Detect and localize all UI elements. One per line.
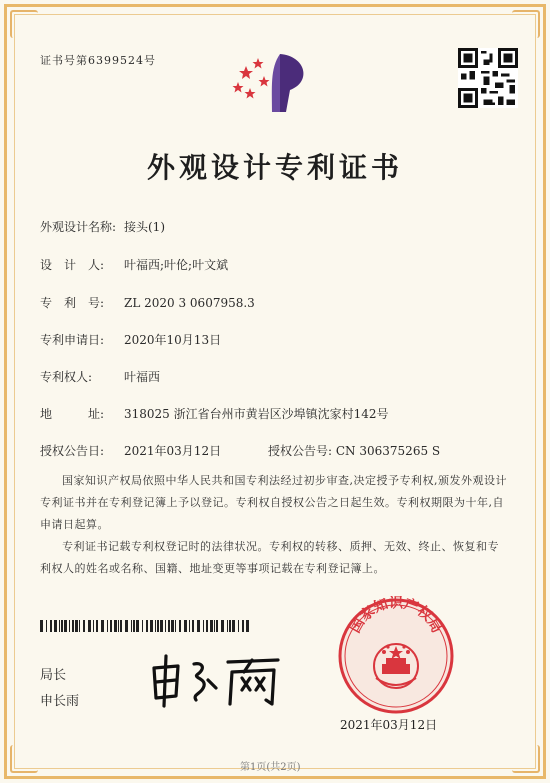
field-value: 2021年03月12日 [124,444,222,458]
field-patentee [40,368,160,385]
field-grant-number [268,442,440,459]
director-name: 申长雨 [40,694,80,709]
seal-text: 国家知识产权局 [347,596,445,636]
certificate-paragraph: 专利证书记载专利权登记时的法律状况。专利权的转移、质押、无效、终止、恢复和专利权人的姓名或名称、国籍、地址变更等事项记载在专利登记簿上。 [40,540,499,575]
qr-code [458,48,518,108]
field-label: 专利权人: [40,370,93,384]
field-value: 318025 浙江省台州市黄岩区沙埠镇沈家村142号 [124,407,389,421]
field-value: ZL 2020 3 0607958.3 [124,296,255,310]
barcode [40,620,252,632]
corner-ornament [512,10,540,38]
corner-ornament [512,745,540,773]
field-value: 叶福西;叶伦;叶文斌 [124,258,229,272]
director-signature [146,650,286,708]
field-label: 设 计 人: [40,258,105,272]
field-designer [40,256,228,273]
field-label: 地 址: [40,407,105,421]
field-value: 2020年10月13日 [124,333,222,347]
field-label: 授权公告号: [268,444,333,458]
certificate-number: 证书号第6399524号 [40,54,156,67]
certificate-paragraph: 国家知识产权局依照中华人民共和国专利法经过初步审查,决定授予专利权,颁发外观设计专利证书并在专利登记簿上予以登记。专利权自授权公告之日起生效。专利权期限为十年,自申请日起算。 [40,474,507,531]
seal-date: 2021年03月12日 [340,718,438,732]
field-design-name [40,218,165,235]
corner-ornament [10,10,38,38]
page-footer: 第1页(共2页) [240,762,301,773]
corner-ornament [10,745,38,773]
field-label: 授权公告日: [40,444,105,458]
field-value: CN 306375265 S [335,444,441,458]
certificate-title: 外观设计专利证书 [146,151,403,184]
field-address [40,405,389,422]
patent-office-emblem-icon [228,48,324,118]
field-value: 叶福西 [124,370,161,384]
field-patent-number [40,294,255,311]
field-label: 外观设计名称: [40,220,117,234]
field-grant-date [40,442,221,459]
official-seal [336,596,456,716]
field-label: 专利申请日: [40,333,105,347]
field-label: 专 利 号: [40,296,105,310]
director-title: 局长 [40,668,67,683]
field-filing-date [40,331,221,348]
field-value: 接头(1) [124,220,165,234]
